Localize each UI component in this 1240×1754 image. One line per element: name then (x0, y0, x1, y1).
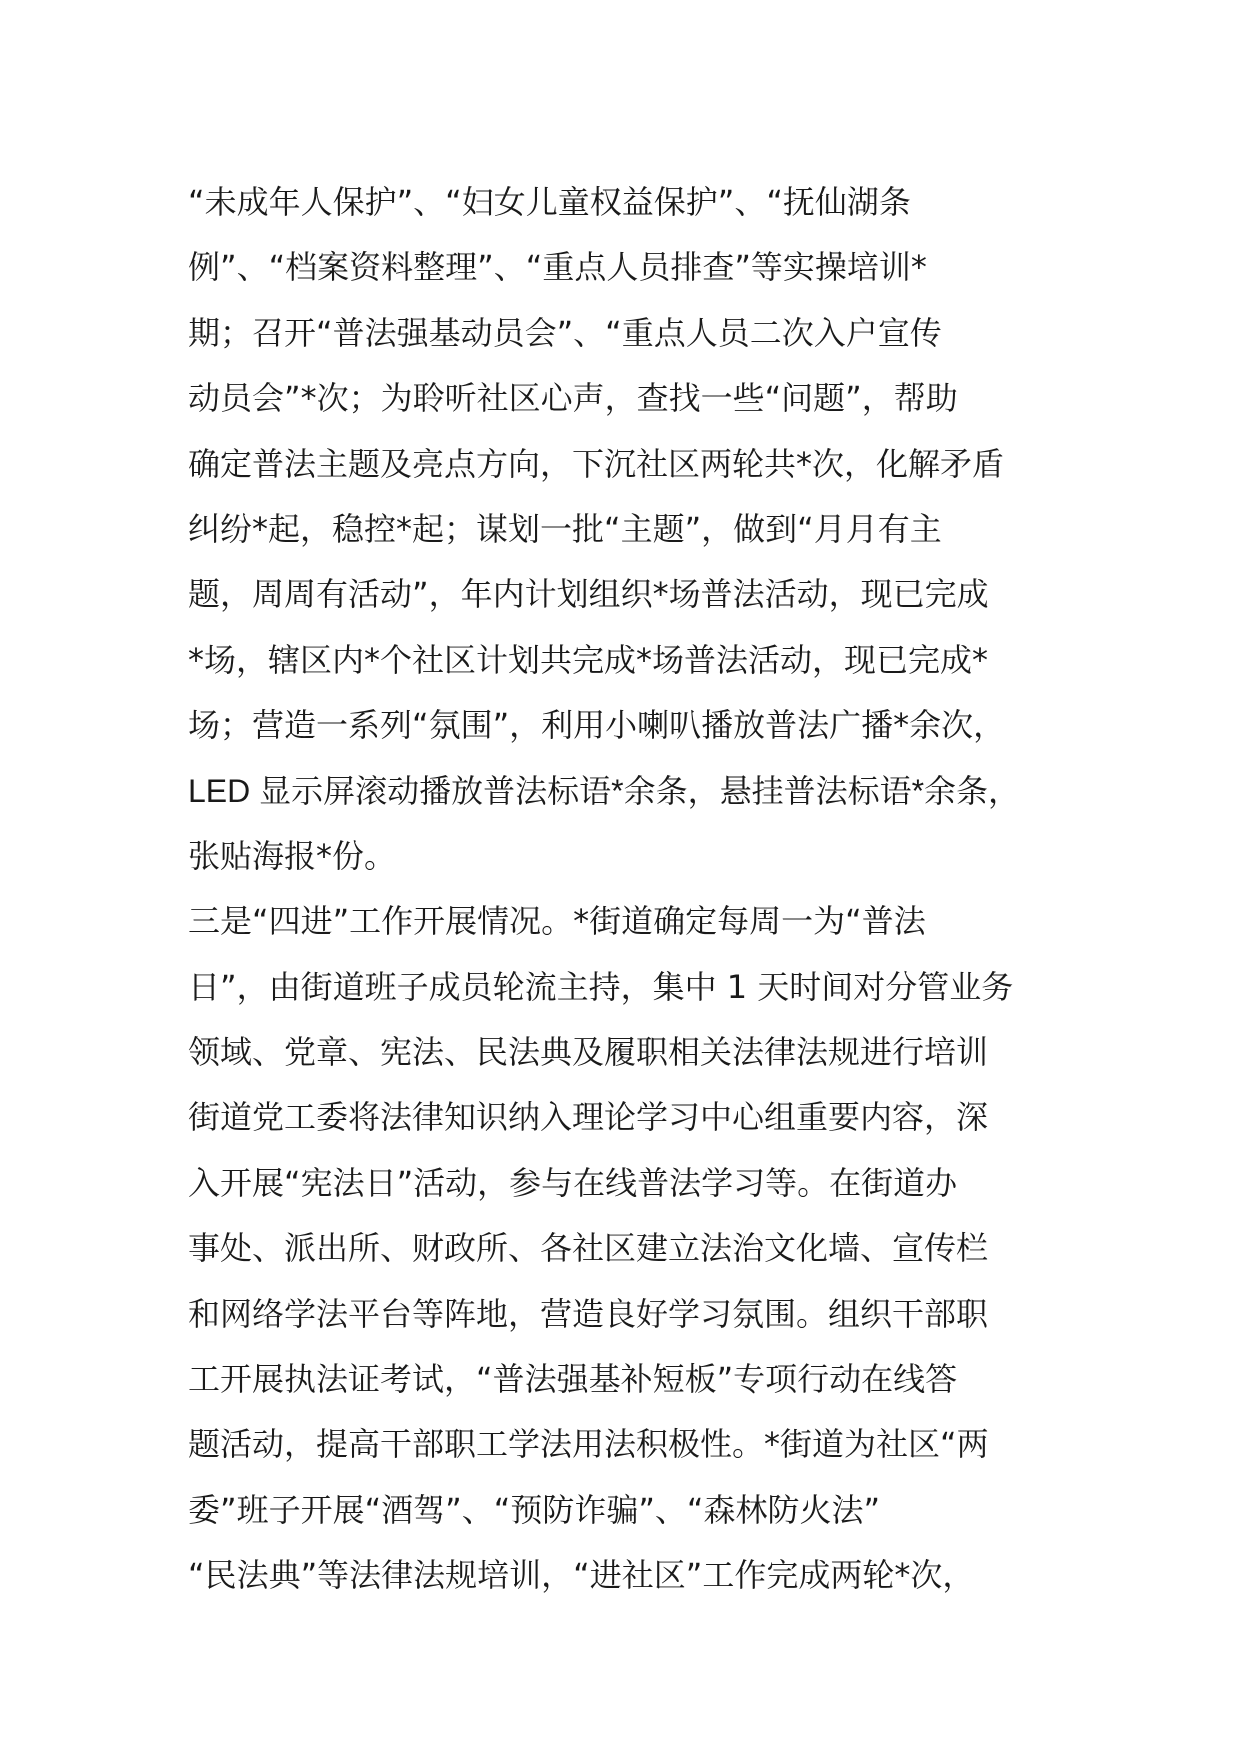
text-line: 纠纷*起，稳控*起；谋划一批“主题”，做到“月月有主 (188, 509, 942, 548)
text-line: LED 显示屏滚动播放普法标语*余条，悬挂普法标语*余条， (188, 772, 1021, 809)
text-line: *场，辖区内*个社区计划共完成*场普法活动，现已完成* (188, 640, 989, 679)
text-line: 和网络学法平台等阵地，营造良好学习氛围。组织干部职 (188, 1294, 989, 1333)
text-line: 确定普法主题及亮点方向，下沉社区两轮共*次，化解矛盾 (188, 444, 1005, 483)
text-line: 工开展执法证考试，“普法强基补短板”专项行动在线答 (188, 1360, 958, 1399)
text-line: “未成年人保护”、“妇女儿童权益保护”、“抚仙湖条 (188, 183, 911, 221)
text-line: 场；营造一系列“氛围”，利用小喇叭播放普法广播*余次， (188, 706, 1006, 745)
text-line: “民法典”等法律法规培训，“进社区”工作完成两轮*次， (188, 1556, 975, 1595)
text-line: 领域、党章、宪法、民法典及履职相关法律法规进行培训 (188, 1033, 989, 1072)
text-line: 三是“四进”工作开展情况。*街道确定每周一为“普法 (188, 902, 926, 941)
text-line: 日”，由街道班子成员轮流主持，集中 1 天时间对分管业务 (188, 967, 1014, 1006)
text-line: 街道党工委将法律知识纳入理论学习中心组重要内容，深 (188, 1098, 989, 1137)
text-line: 期；召开“普法强基动员会”、“重点人员二次入户宣传 (188, 313, 942, 352)
text-line: 题，周周有活动”，年内计划组织*场普法活动，现已完成 (188, 575, 989, 614)
text-line: 入开展“宪法日”活动，参与在线普法学习等。在街道办 (188, 1163, 958, 1202)
text-line: 例”、“档案资料整理”、“重点人员排查”等实操培训* (188, 248, 927, 287)
text-line: 事处、派出所、财政所、各社区建立法治文化墙、宣传栏 (188, 1229, 989, 1268)
text-line: 委”班子开展“酒驾”、“预防诈骗”、“森林防火法” (188, 1490, 881, 1529)
body-text (188, 170, 1088, 1609)
text-line: 动员会”*次；为聆听社区心声，查找一些“问题”，帮助 (188, 379, 958, 418)
text-line: 题活动，提高干部职工学法用法积极性。*街道为社区“两 (188, 1425, 989, 1464)
text-line: 张贴海报*份。 (188, 836, 397, 875)
